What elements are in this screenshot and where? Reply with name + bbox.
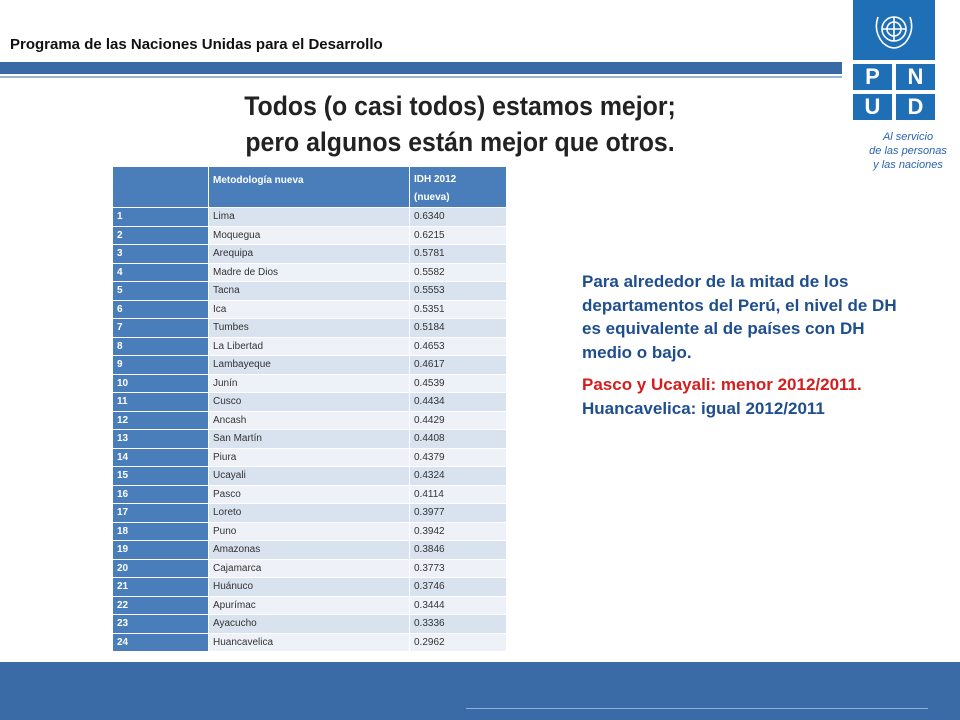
table-row [113, 504, 507, 523]
idh-cell: 0.4379 [410, 448, 507, 467]
department-cell: Loreto [209, 504, 410, 523]
header-rank [113, 167, 209, 208]
table-row [113, 633, 507, 652]
department-cell: Tumbes [209, 319, 410, 338]
table-row [113, 245, 507, 264]
table-row [113, 541, 507, 560]
rank-cell: 23 [113, 615, 209, 634]
idh-cell: 0.4408 [410, 430, 507, 449]
department-cell: Huánuco [209, 578, 410, 597]
idh-cell: 0.4434 [410, 393, 507, 412]
header-bar [0, 62, 842, 74]
department-cell: Cusco [209, 393, 410, 412]
table-row [113, 559, 507, 578]
idh-cell: 0.3336 [410, 615, 507, 634]
header-idh [410, 167, 507, 208]
idh-cell: 0.5553 [410, 282, 507, 301]
table-row [113, 522, 507, 541]
rank-cell: 2 [113, 226, 209, 245]
undp-logo [853, 0, 935, 120]
rank-cell: 16 [113, 485, 209, 504]
rank-cell: 18 [113, 522, 209, 541]
un-emblem-icon [853, 0, 935, 60]
table-row [113, 300, 507, 319]
department-cell: Ayacucho [209, 615, 410, 634]
department-cell: Puno [209, 522, 410, 541]
rank-cell: 11 [113, 393, 209, 412]
table-row [113, 485, 507, 504]
rank-cell: 24 [113, 633, 209, 652]
logo-letters [853, 64, 935, 120]
department-cell: Junín [209, 374, 410, 393]
rank-cell: 4 [113, 263, 209, 282]
idh-ranking-table [112, 166, 507, 652]
table-row [113, 578, 507, 597]
table-row [113, 615, 507, 634]
rank-cell: 1 [113, 208, 209, 227]
department-cell: Ucayali [209, 467, 410, 486]
rank-cell: 15 [113, 467, 209, 486]
idh-cell: 0.3846 [410, 541, 507, 560]
tagline-line-1: Al servicio [882, 131, 934, 143]
rank-cell: 3 [113, 245, 209, 264]
idh-cell: 0.4617 [410, 356, 507, 375]
rank-cell: 12 [113, 411, 209, 430]
department-cell: Amazonas [209, 541, 410, 560]
header-idh-line-2: (nueva) [414, 192, 450, 203]
header-divider [0, 76, 842, 78]
idh-cell: 0.4429 [410, 411, 507, 430]
table-header-row [113, 167, 507, 208]
rank-cell: 14 [113, 448, 209, 467]
commentary [582, 270, 912, 420]
idh-cell: 0.5582 [410, 263, 507, 282]
title-line-2: pero algunos están mejor que otros. [245, 127, 675, 157]
department-cell: Tacna [209, 282, 410, 301]
table-row [113, 337, 507, 356]
rank-cell: 8 [113, 337, 209, 356]
table-row [113, 411, 507, 430]
tagline-line-3: y las naciones [873, 159, 943, 171]
logo-letter-n: N [896, 64, 935, 90]
rank-cell: 10 [113, 374, 209, 393]
department-cell: Huancavelica [209, 633, 410, 652]
page-title [175, 88, 745, 160]
idh-cell: 0.5184 [410, 319, 507, 338]
logo-letter-u: U [853, 94, 892, 120]
title-line-1: Todos (o casi todos) estamos mejor; [244, 91, 676, 121]
rank-cell: 7 [113, 319, 209, 338]
table-body [113, 208, 507, 652]
logo-tagline [858, 130, 958, 172]
idh-cell: 0.3746 [410, 578, 507, 597]
department-cell: Moquegua [209, 226, 410, 245]
rank-cell: 20 [113, 559, 209, 578]
rank-cell: 19 [113, 541, 209, 560]
idh-cell: 0.6340 [410, 208, 507, 227]
commentary-para-3: Huancavelica: igual 2012/2011 [582, 398, 825, 418]
rank-cell: 13 [113, 430, 209, 449]
idh-cell: 0.6215 [410, 226, 507, 245]
commentary-para-1: Para alrededor de la mitad de los departamentos del Perú, el nivel de DH es equivalente al de países con DH medio o bajo. [582, 272, 897, 362]
logo-letter-d: D [896, 94, 935, 120]
table-row [113, 393, 507, 412]
department-cell: Ancash [209, 411, 410, 430]
logo-letter-p: P [853, 64, 892, 90]
department-cell: Pasco [209, 485, 410, 504]
idh-cell: 0.5781 [410, 245, 507, 264]
department-cell: La Libertad [209, 337, 410, 356]
department-cell: San Martín [209, 430, 410, 449]
department-cell: Lambayeque [209, 356, 410, 375]
rank-cell: 22 [113, 596, 209, 615]
department-cell: Lima [209, 208, 410, 227]
table-row [113, 448, 507, 467]
department-cell: Ica [209, 300, 410, 319]
idh-cell: 0.3942 [410, 522, 507, 541]
idh-cell: 0.3977 [410, 504, 507, 523]
footer-bar [0, 662, 960, 720]
rank-cell: 21 [113, 578, 209, 597]
table-row [113, 374, 507, 393]
department-cell: Cajamarca [209, 559, 410, 578]
department-cell: Arequipa [209, 245, 410, 264]
commentary-para-2: Pasco y Ucayali: menor 2012/2011. [582, 375, 862, 394]
idh-cell: 0.3444 [410, 596, 507, 615]
rank-cell: 6 [113, 300, 209, 319]
rank-cell: 17 [113, 504, 209, 523]
department-cell: Piura [209, 448, 410, 467]
idh-cell: 0.5351 [410, 300, 507, 319]
header-methodology: Metodología nueva [209, 167, 410, 208]
tagline-line-2: de las personas [869, 145, 947, 157]
table-row [113, 467, 507, 486]
idh-cell: 0.4114 [410, 485, 507, 504]
idh-cell: 0.3773 [410, 559, 507, 578]
footer-divider [466, 708, 928, 709]
table-row [113, 208, 507, 227]
department-cell: Apurímac [209, 596, 410, 615]
rank-cell: 5 [113, 282, 209, 301]
table-row [113, 226, 507, 245]
table-row [113, 356, 507, 375]
table-row [113, 430, 507, 449]
idh-cell: 0.4539 [410, 374, 507, 393]
department-cell: Madre de Dios [209, 263, 410, 282]
header-idh-line-1: IDH 2012 [414, 174, 457, 185]
table-row [113, 263, 507, 282]
idh-cell: 0.2962 [410, 633, 507, 652]
rank-cell: 9 [113, 356, 209, 375]
idh-cell: 0.4653 [410, 337, 507, 356]
table-row [113, 282, 507, 301]
table-row [113, 596, 507, 615]
table-row [113, 319, 507, 338]
org-name: Programa de las Naciones Unidas para el Desarrollo [10, 36, 383, 53]
idh-cell: 0.4324 [410, 467, 507, 486]
